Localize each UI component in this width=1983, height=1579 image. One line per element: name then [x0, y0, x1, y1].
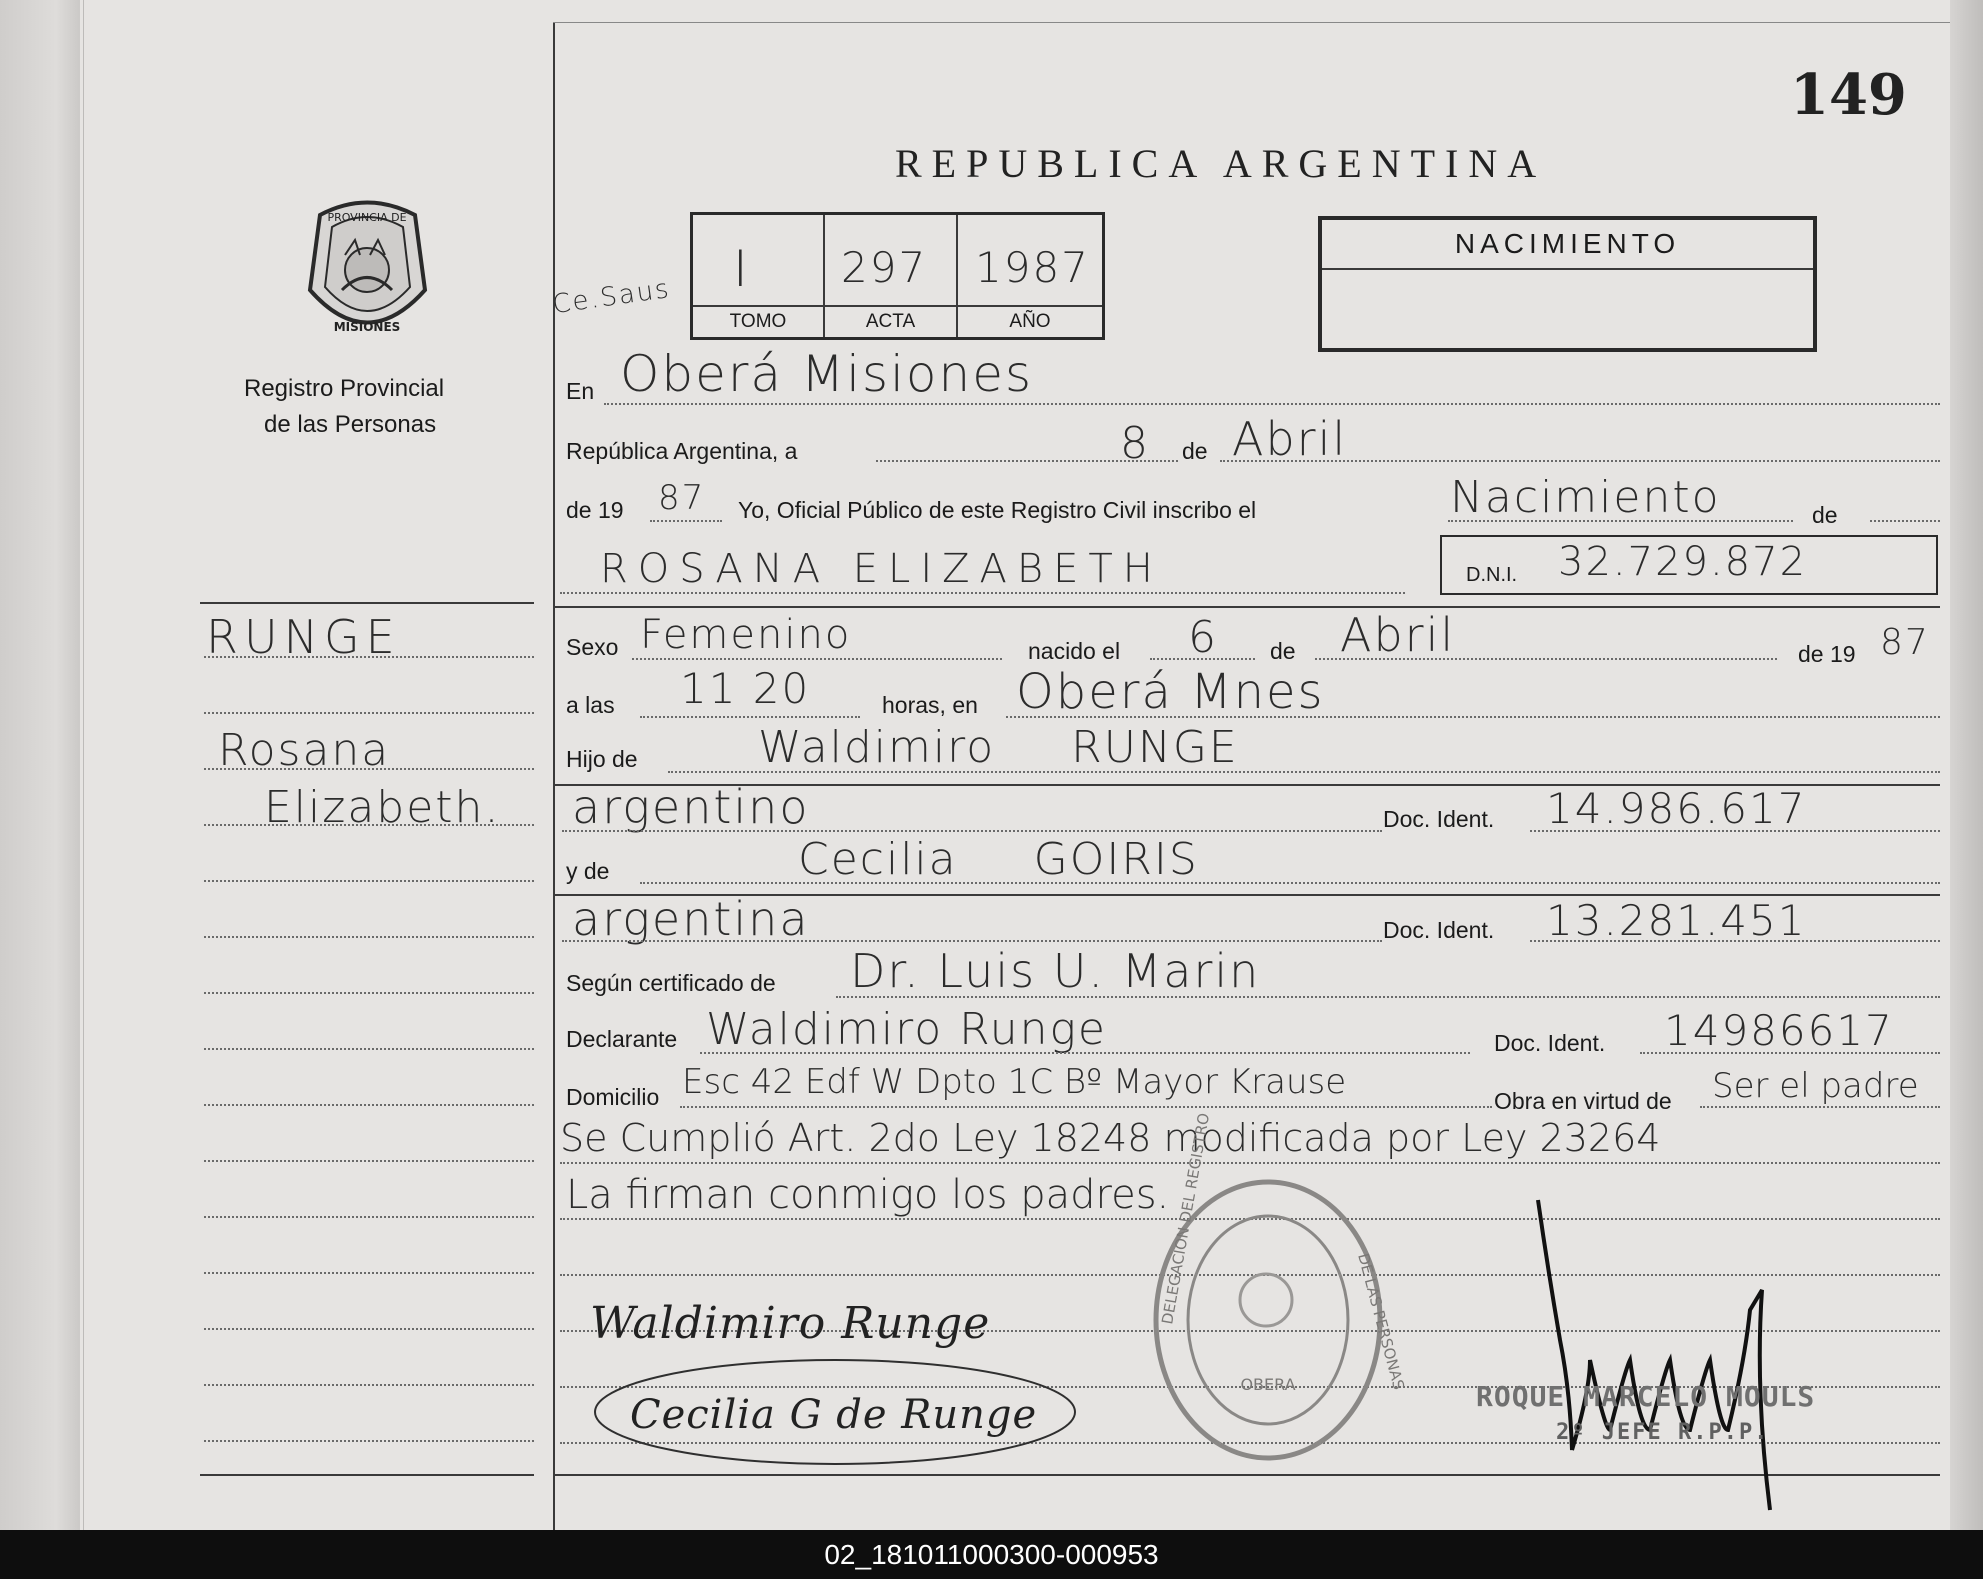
value-act: Nacimiento — [1450, 472, 1721, 523]
country-title: REPUBLICA ARGENTINA — [895, 141, 1547, 186]
official-name-stamp: ROQUE MARCELO MOULS — [1476, 1380, 1816, 1413]
value-declarant-doc: 14986617 — [1664, 1006, 1894, 1055]
anio-value: 1987 — [975, 243, 1090, 292]
value-place: Oberá Misiones — [620, 345, 1034, 403]
value-mother: Cecilia GOIRIS — [798, 834, 1199, 885]
label-domicilio: Domicilio — [566, 1084, 660, 1110]
value-note-2: La firman conmigo los padres. — [566, 1172, 1170, 1218]
seal-text-left: DELEGACION DEL REGISTRO — [1158, 1111, 1214, 1326]
label-de-19: de 19 — [566, 497, 624, 523]
value-father-nat: argentino — [572, 780, 810, 834]
value-certificate: Dr. Luis U. Marin — [850, 944, 1261, 998]
value-reg-month: Abril — [1232, 412, 1348, 466]
label-hijo-de: Hijo de — [566, 746, 638, 772]
value-dni: 32.729.872 — [1558, 539, 1808, 585]
value-note-1: Se Cumplió Art. 2do Ley 18248 modificada por Ley 23264 — [560, 1116, 1661, 1160]
record-type-title: NACIMIENTO — [1454, 228, 1681, 259]
label-de-1: de — [1182, 438, 1208, 464]
margin-rule-top — [200, 602, 534, 604]
record-number-box — [690, 212, 1105, 340]
binding-strip — [0, 0, 80, 1530]
anio-label: AÑO — [1009, 311, 1051, 332]
seal-text-right: DE LAS PERSONAS — [1354, 1251, 1408, 1392]
value-birth-day: 6 — [1188, 612, 1218, 663]
value-sex: Femenino — [640, 612, 852, 658]
label-de-2: de — [1812, 502, 1838, 528]
margin-given-name-1: Rosana — [218, 725, 391, 776]
label-horas-en: horas, en — [882, 692, 978, 718]
margin-given-name-2: Elizabeth. — [264, 782, 501, 833]
label-sexo: Sexo — [566, 634, 619, 660]
value-mother-doc: 13.281.451 — [1546, 896, 1807, 945]
label-en: En — [566, 378, 595, 404]
registry-seal — [1148, 1111, 1408, 1465]
registry-line-1: Registro Provincial — [244, 375, 445, 402]
page-border — [83, 0, 84, 1530]
label-doc-ident-3: Doc. Ident. — [1494, 1030, 1606, 1056]
label-a-las: a las — [566, 692, 615, 718]
margin-rule-bottom — [200, 1474, 534, 1476]
value-address: Esc 42 Edf W Dpto 1C Bº Mayor Krause — [682, 1062, 1347, 1102]
value-reg-day: 8 — [1120, 418, 1150, 469]
margin-note: Ce.Saus — [550, 273, 673, 321]
value-declarant: Waldimiro Runge — [706, 1004, 1107, 1055]
mother-signature: Cecilia G de Runge — [630, 1392, 1038, 1438]
record-type-box — [1318, 216, 1817, 352]
label-nacido-el: nacido el — [1028, 638, 1121, 664]
label-dni: D.N.I. — [1466, 564, 1518, 586]
seal-bottom-text: OBERA — [1240, 1375, 1296, 1394]
official-signature — [1530, 1190, 1830, 1520]
value-by-virtue: Ser el padre — [1712, 1066, 1919, 1106]
value-mother-nat: argentina — [572, 892, 810, 946]
column-divider — [553, 22, 555, 1530]
margin-surname: RUNGE — [206, 610, 401, 664]
dni-box — [1440, 535, 1938, 595]
acta-value: 297 — [841, 243, 928, 292]
page-number: 149 — [1790, 62, 1907, 128]
value-father: Waldimiro RUNGE — [758, 722, 1239, 773]
tomo-value: I — [733, 240, 750, 298]
page-edge — [1950, 0, 1983, 1530]
registry-line-2: de las Personas — [264, 411, 437, 438]
provincial-emblem — [290, 195, 445, 345]
value-birth-place: Oberá Mnes — [1016, 664, 1325, 720]
value-birth-year: 87 — [1880, 622, 1930, 663]
value-birth-month: Abril — [1340, 608, 1456, 662]
acta-label: ACTA — [865, 311, 916, 332]
official-title-stamp: 2º JEFE R.P.P. — [1556, 1420, 1770, 1445]
label-yo-oficial: Yo, Oficial Público de este Registro Civil inscribo el — [738, 497, 1257, 523]
label-doc-ident-1: Doc. Ident. — [1383, 806, 1495, 832]
label-de-19-b: de 19 — [1798, 641, 1856, 667]
label-doc-ident-2: Doc. Ident. — [1383, 917, 1495, 943]
label-segun-cert: Según certificado de — [566, 970, 776, 996]
emblem-bottom-text: MISIONES — [333, 320, 401, 334]
label-y-de: y de — [566, 858, 610, 884]
label-obra-virtud: Obra en virtud de — [1494, 1088, 1672, 1114]
label-de-3: de — [1270, 638, 1296, 664]
file-caption: 02_181011000300-000953 — [824, 1539, 1159, 1570]
label-republica-a: República Argentina, a — [566, 438, 798, 464]
father-signature: Waldimiro Runge — [590, 1298, 991, 1349]
tomo-label: TOMO — [729, 311, 787, 332]
emblem-top-text: PROVINCIA DE — [327, 211, 407, 224]
value-father-doc: 14.986.617 — [1546, 784, 1807, 833]
top-rule — [553, 22, 1950, 23]
value-reg-year: 87 — [658, 478, 706, 518]
value-name: ROSANA ELIZABETH — [600, 546, 1163, 592]
value-time: 11 20 — [680, 664, 811, 713]
label-declarante: Declarante — [566, 1026, 678, 1052]
